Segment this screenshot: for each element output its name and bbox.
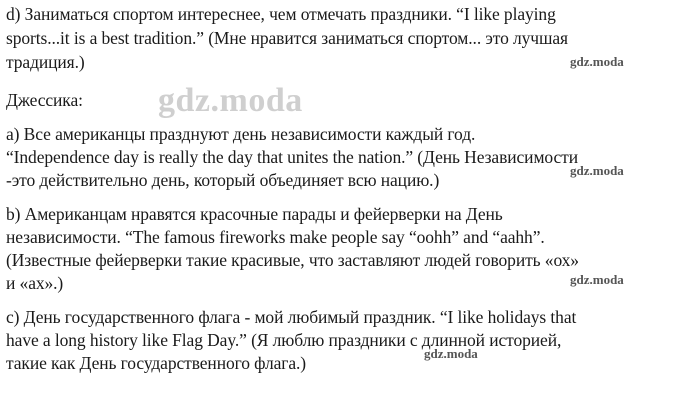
text-line-a-3: -это действительно день, который объединяет всю нацию.) <box>6 170 440 190</box>
text-line-c-1: c) День государственного флага - мой любимый праздник. “I like holidays that <box>6 307 577 327</box>
text-line-c-3: такие как День государственного флага.) <box>6 353 307 373</box>
text-line-c-2: have a long history like Flag Day.” (Я люблю праздники с длинной историей, <box>6 330 562 350</box>
watermark-small-3: gdz.moda <box>570 272 624 287</box>
text-line-a-2: “Independence day is really the day that unites the nation.” (День Независимости <box>6 147 578 167</box>
text-line-b-4: и «ах».) <box>6 273 64 293</box>
text-line-a-1: a) Все американцы празднуют день независимости каждый год. <box>6 124 476 144</box>
watermark-small-1: gdz.moda <box>570 54 624 69</box>
text-line-d-2: sports...it is a best tradition.” (Мне нравится заниматься спортом... это лучшая <box>6 28 568 48</box>
speaker-label: Джессика: <box>6 90 83 110</box>
text-line-b-3: (Известные фейерверки такие красивые, что заставляют людей говорить «ох» <box>6 250 579 270</box>
text-line-b-1: b) Американцам нравятся красочные парады и фейерверки на День <box>6 204 503 224</box>
text-line-b-2: независимости. “The famous fireworks make people say “oohh” and “aahh”. <box>6 227 545 247</box>
text-line-d-1: d) Заниматься спортом интереснее, чем отмечать праздники. “I like playing <box>6 4 556 24</box>
text-line-d-3: традиция.) <box>6 52 85 72</box>
watermark-large: gdz.moda <box>158 82 303 119</box>
watermark-small-4: gdz.moda <box>424 346 478 361</box>
watermark-small-2: gdz.moda <box>570 163 624 178</box>
